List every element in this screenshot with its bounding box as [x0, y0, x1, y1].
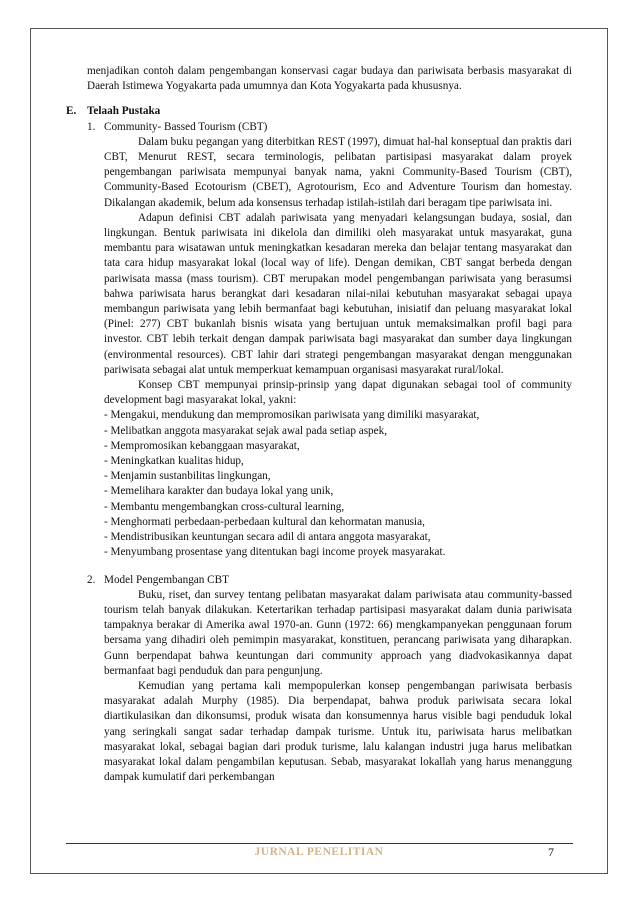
subsection-1-body: [66, 135, 572, 409]
subsection-2-title: Model Pengembangan CBT: [104, 573, 229, 586]
section-heading: [66, 104, 572, 119]
page-number: 7: [548, 845, 554, 859]
journal-name: JURNAL PENELITIAN: [254, 846, 384, 858]
subsection-1-heading: [66, 120, 572, 135]
footer-rule: [66, 843, 573, 844]
paragraph: Adapun definisi CBT adalah pariwisata yang menyadari kelangsungan budaya, sosial, dan lingkungan. Bentuk pariwisata ini dikelola dan dimiliki oleh masyarakat untuk masyarakat, guna membantu para wisatawan untuk meningkatkan kesadaran mereka dan belajar tentang masyarakat dan tata cara hidup masyarakat lokal (local way of life). Dengan demikan, CBT sangat berbeda dengan pariwisata massa (mass tourism). CBT merupakan model pengembangan pariwisata yang berasumsi bahwa pariwisata harus berangkat dari kesadaran nilai-nilai kebutuhan masyarakat sebagai upaya membangun pariwisata yang lebih bermanfaat bagi kebutuhan, inisiatif dan peluang masyarakat lokal (Pinel: 277) CBT bukanlah bisnis wisata yang bertujuan untuk memaksimalkan profil bagi para investor. CBT lebih terkait dengan dampak pariwisata bagi masyarakat dan sumber daya lingkungan (environmental resources). CBT lahir dari strategi pengembangan masyarakat dengan menggunakan pariwisata sebagai alat untuk memperkuat kemampuan organisasi masyarakat rural/lokal.: [104, 211, 572, 376]
subsection-2-body: [66, 588, 572, 786]
paragraph: Dalam buku pegangan yang diterbitkan REST (1997), dimuat hal-hal konseptual dan praktis dari CBT, Menurut REST, secara terminologis, pelibatan partisipasi masyarakat dalam proyek pengembangan pariwisata mempunyai banyak nama, yakni Community-Based Tourism (CBT), Community-Based Ecotourism (CBET), Agrotourism, Eco and Adventure Tourism dan homestay. Dikalangan akademik, belum ada konsensus terhadap istilah-istilah dari beragam tipe pariwisata ini.: [104, 135, 572, 209]
subsection-2-number: 2.: [87, 573, 96, 586]
principles-list: [66, 408, 572, 560]
list-item: - Memelihara karakter dan budaya lokal yang unik,: [104, 485, 334, 498]
list-item: - Menghormati perbedaan-perbedaan kultural dan kehormatan manusia,: [104, 515, 425, 528]
section-label: E.: [66, 105, 77, 118]
list-item: - Melibatkan anggota masyarakat sejak awal pada setiap aspek,: [104, 424, 387, 437]
subsection-2-heading: [66, 573, 572, 588]
list-item: - Menjamin sustanbilitas lingkungan,: [104, 470, 271, 483]
spacer: [66, 561, 572, 573]
paragraph: Konsep CBT mempunyai prinsip-prinsip yang dapat digunakan sebagai tool of community development bagi masyarakat lokal, yakni:: [104, 379, 572, 407]
page-content: [66, 64, 572, 785]
list-item: - Mendistribusikan keuntungan secara adil di antara anggota masyarakat,: [104, 531, 431, 544]
list-item: - Menyumbang prosentase yang ditentukan bagi income proyek masyarakat.: [104, 546, 446, 559]
subsection-1-number: 1.: [87, 120, 96, 133]
list-item: - Meningkatkan kualitas hidup,: [104, 455, 244, 468]
list-item: - Mempromosikan kebanggaan masyarakat,: [104, 439, 300, 452]
list-item: - Mengakui, mendukung dan mempromosikan pariwisata yang dimiliki masyarakat,: [104, 409, 480, 422]
intro-paragraph: menjadikan contoh dalam pengembangan konservasi cagar budaya dan pariwisata berbasis masyarakat di Daerah Istimewa Yogyakarta pada umumnya dan Kota Yogyakarta pada khususnya.: [87, 65, 572, 93]
subsection-1-title: Community- Bassed Tourism (CBT): [104, 120, 268, 133]
list-item: - Membantu mengembangkan cross-cultural learning,: [104, 500, 345, 513]
section-title: Telaah Pustaka: [87, 105, 161, 118]
paragraph: Kemudian yang pertama kali mempopulerkan konsep pengembangan pariwisata berbasis masyarakat adalah Murphy (1985). Dia berpendapat, bahwa produk pariwisata secara lokal diartikulasikan dan dikonsumsi, produk wisata dan konsumennya harus visible bagi penduduk lokal yang seringkali sangat sadar terhadap dampak turisme. Untuk itu, pariwisata harus melibatkan masyarakat lokal, sebagai bagian dari produk turisme, lalu kalangan industri juga harus melibatkan masyarakat lokal dalam pengambilan keputusan. Sebab, masyarakat lokallah yang harus menanggung dampak kumulatif dari perkembangan: [104, 679, 572, 784]
paragraph: Buku, riset, dan survey tentang pelibatan masyarakat dalam pariwisata atau community-bassed tourism telah banyak dilakukan. Ketertarikan terhadap partisipasi masyarakat dalam dunia pariwisata tampaknya berakar di Amerika awal 1970-an. Gunn (1972: 66) mengkampanyekan penggunaan forum bersama yang dihadiri oleh pemimpin masyarakat, konstituen, perancang pariwisata yang diharapkan. Gunn berpendapat bahwa keuntungan dari community approach yang diadvokasikannya dapat bermanfaat bagi penduduk dan para pengunjung.: [104, 588, 572, 677]
